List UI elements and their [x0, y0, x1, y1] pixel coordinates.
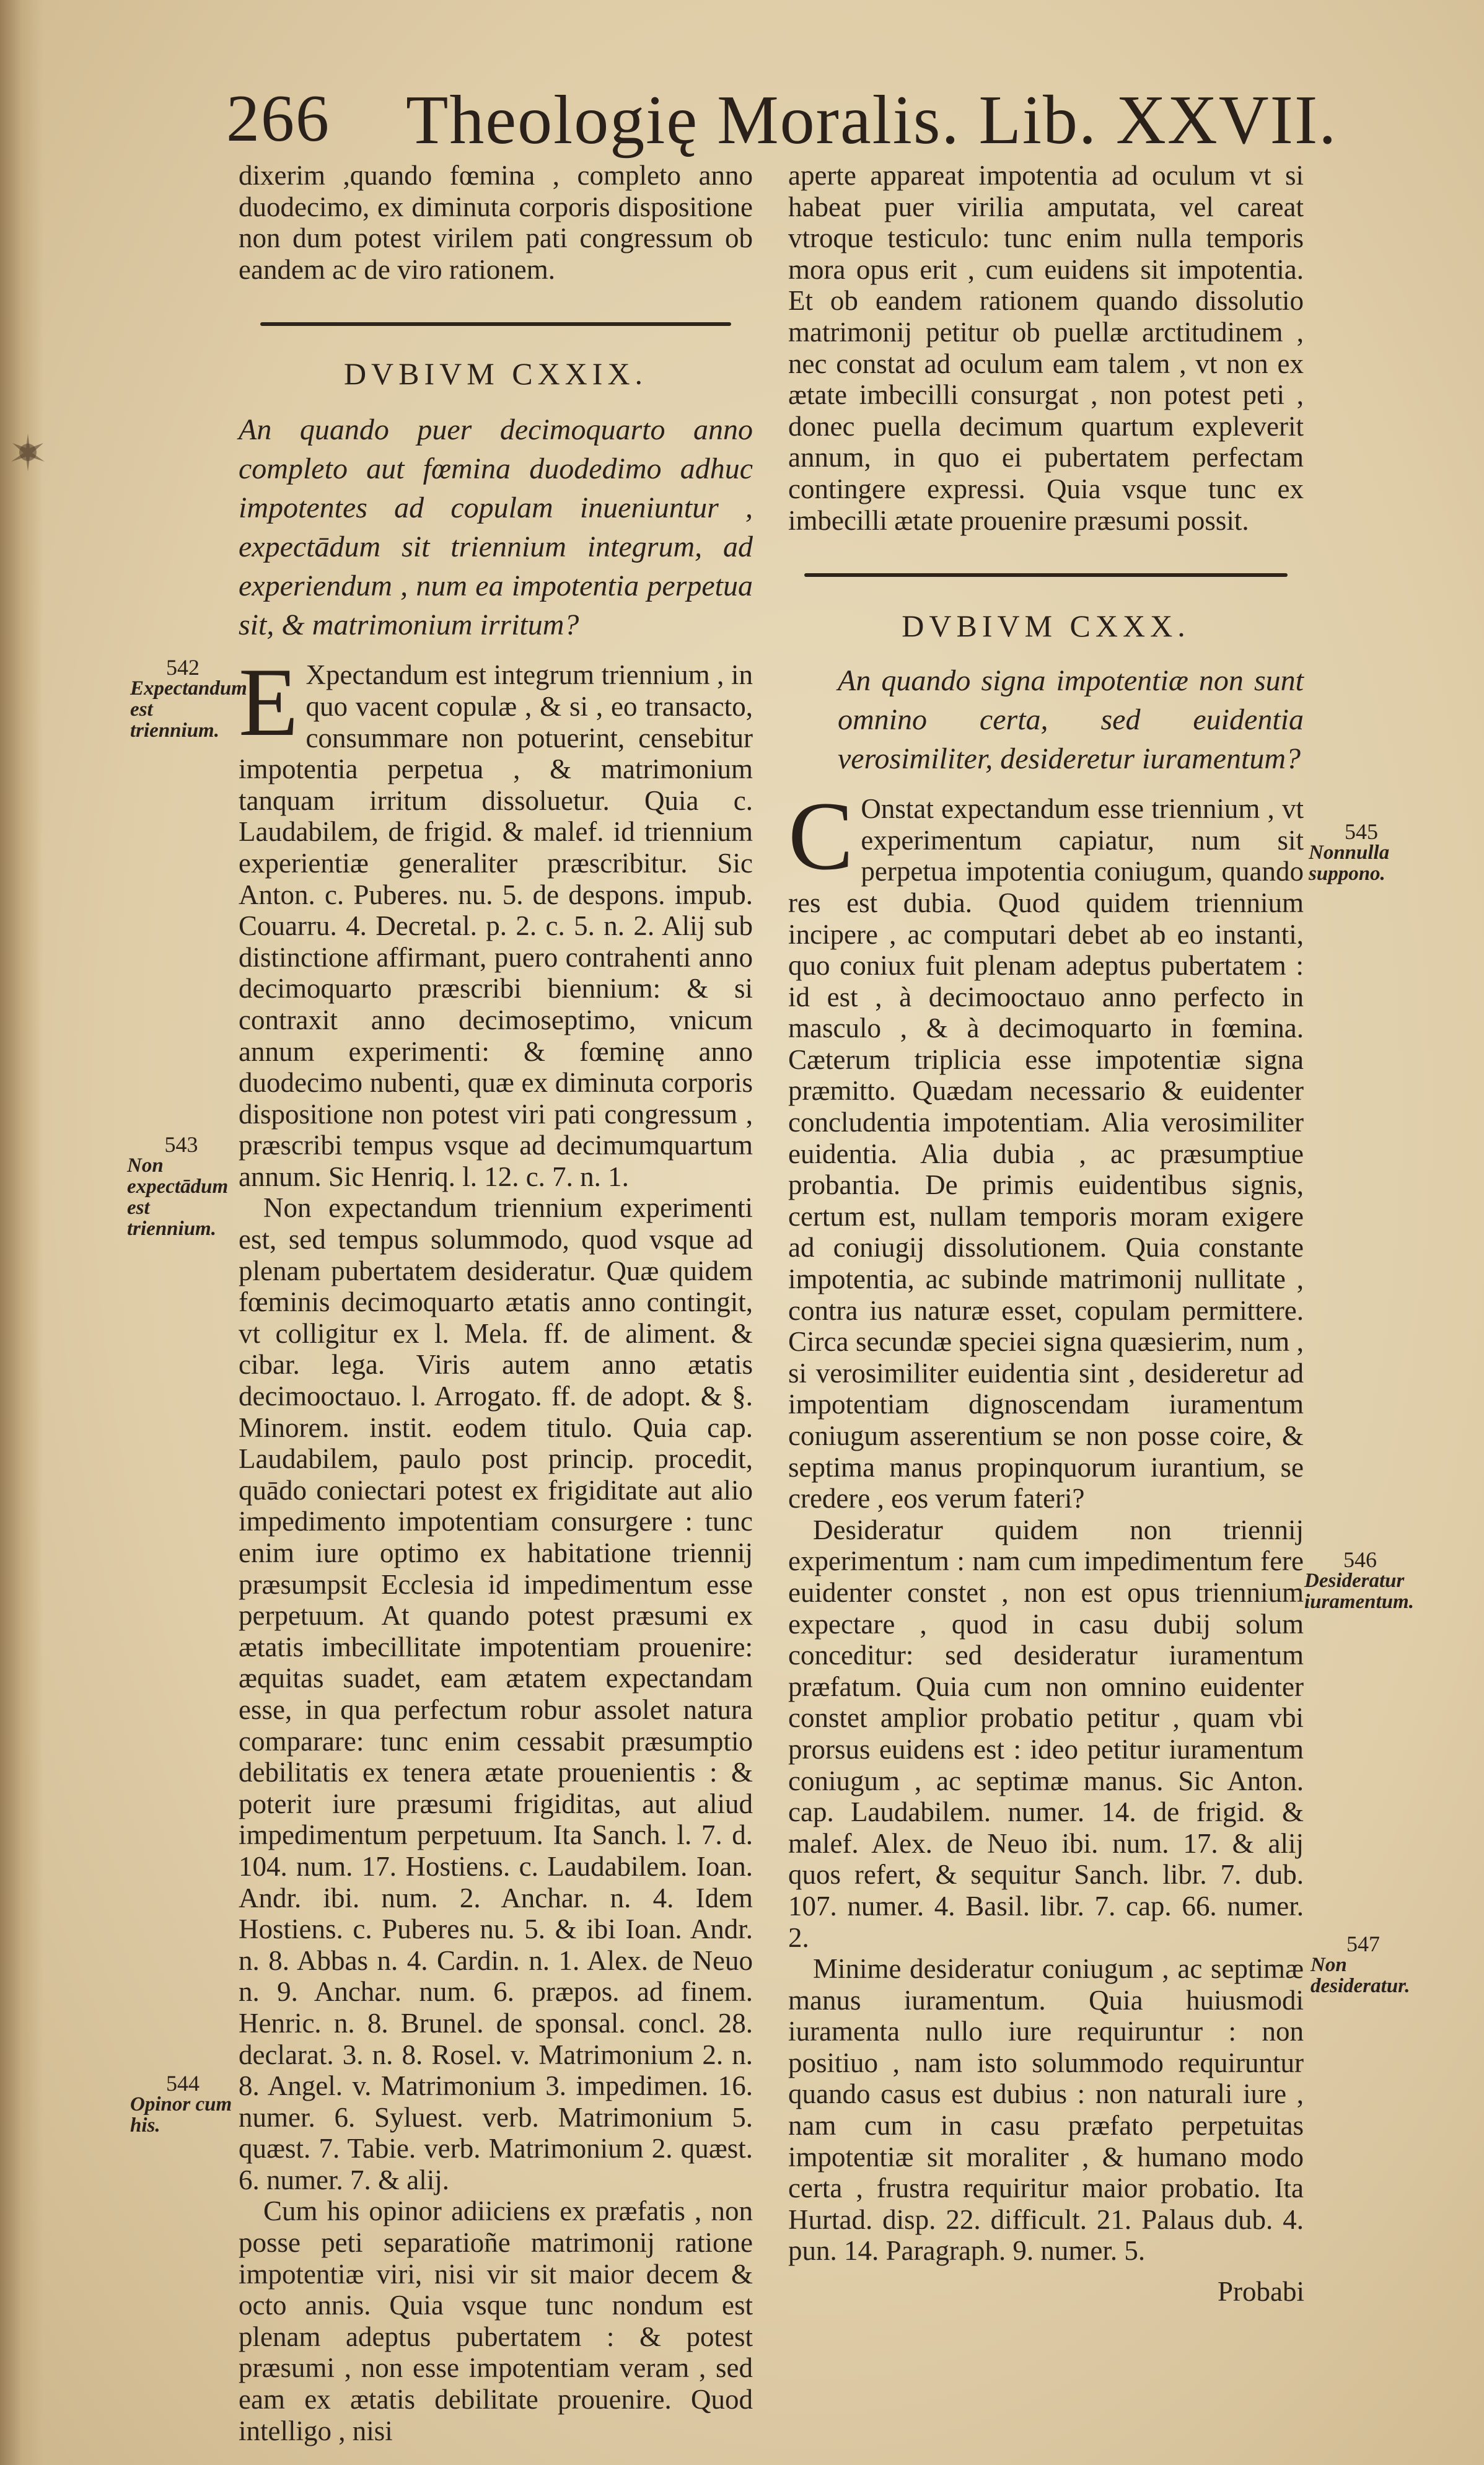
paragraph-546: Desideratur quidem non triennij experimentum : nam cum impedimentum fere euidenter constet , non est opus triennium expectare , quod in casu dubij solum conceditur: sed desideratur iuramentum præfatum. Quia cum non omnino euidenter constet amplior probatio petitur , quam vbi prorsus euidens est : ideo petitur iuramentum coniugum , ac septimæ manus. Sic Anton. cap. Laudabilem. numer. 14. de frigid. & malef. Alex. de Neuo ibi. num. 17. & alij quos refert, & sequitur Sanch. libr. 7. dub. 107. numer. 4. Basil. libr. 7. cap. 66. numer. 2. [788, 1514, 1304, 1953]
margin-note-545: 545 Nonnulla suppono. [1309, 819, 1390, 885]
question-130: An quando signa impotentiæ non sunt omnino certa, sed euidentia verosimiliter, desideretur iuramentum? [838, 664, 1304, 776]
paragraph-545-text: Onstat expectandum esse triennium , vt experimentum capiatur, num sit perpetua impotentia coniugum, quando res est dubia. Quod quidem triennium incipere , ac computari debet ab eo instanti, quo coniux fuit plenam adeptus pubertatem : id est , à decimooctauo anno perfecto in masculo , & à decimoquarto in fœmina. Cæterum triplicia esse impotentiæ signa præmitto. Quædam necessario & euidenter concludentia impotentiam. Alia verosimiliter euidentia. Alia dubia , ac præsumptiue probantia. De primis euidentibus signis, certum est, nullam temporis moram exigere ad coniugij dissolutionem. Quia constante impotentia, ac subinde matrimonij nullitate , contra ius naturæ esset, copulam permittere. Circa secundæ speciei signa quæsierim, num , si verosimiliter euidentia sint , desideretur ad impotentiam dignoscendam iuramentum coniugum asserentium se non posse coire, & septima manus propinquorum iurantium, se credere , eos verum fateri? [788, 793, 1304, 1514]
section-rule [260, 322, 731, 326]
right-intro-text: aperte appareat impotentia ad oculum vt si habeat puer virilia amputata, vel careat vtroque testiculo: tunc enim nulla temporis mora opus erit , cum euidens sit impotentia. Et ob eandem rationem quando dissolutio matrimonij petitur ob puellæ arctitudinem , nec constat ad oculum eam talem , vt non ex ætate imbecilli consurgat , non potest peti , donec puella decimum quartum expleverit annum, in quo ei pubertatem perfectam contingere expressi. Quia vsque tunc ex imbecilli ætate prouenire præsumi possit. [788, 160, 1304, 536]
drop-cap: C [788, 782, 854, 891]
catchword: Probabi [1218, 2276, 1304, 2307]
margin-note-544: 544 Opinor cum his. [130, 2071, 232, 2137]
paragraph-545 [788, 782, 1304, 1514]
page-number: 266 [226, 82, 330, 156]
paragraph-543: Non expectandum triennium experimenti est, sed tempus solummodo, quod vsque ad plenam pubertatem desideratur. Quæ quidem fœminis decimoquarto ætatis anno contingit, vt colligitur ex l. Mela. ff. de aliment. & cibar. lega. Viris autem anno ætatis decimooctauo. l. Arrogato. ff. de adopt. & §. Minorem. instit. eodem titulo. Quia cap. Laudabilem, paulo post princip. procedit, quādo coniectari potest ex frigiditate aut alio impedimento impotentiam consurgere : tunc enim iure optimo ex habitatione triennij præsumpsit Ecclesia id impedimentum esse perpetuum. At quando potest præsumi ex ætatis imbecillitate impotentiam prouenire: æquitas suadet, eam ætatem expectandam esse, in qua perfectum robur assolet natura comparare: tunc enim cessabit præsumptio debilitatis ex tenera ætate prouenientis : & poterit iure præsumi frigiditas, aut aliud impedimentum perpetuum. Ita Sanch. l. 7. d. 104. num. 17. Hostiens. c. Laudabilem. Ioan. Andr. ibi. num. 2. Anchar. n. 4. Idem Hostiens. c. Puberes nu. 5. & ibi Ioan. Andr. n. 8. Abbas n. 4. Cardin. n. 1. Alex. de Neuo n. 9. Anchar. num. 6. præpos. ad finem. Henric. n. 8. Brunel. de sponsal. concl. 28. declarat. 3. n. 8. Rosel. v. Matrimonium 2. n. 8. Angel. v. Matrimonium 3. impedimen. 16. numer. 6. Syluest. verb. Matrimonium 5. quæst. 7. Tabie. verb. Matrimonium 2. quæst. 6. numer. 7. & alij. [239, 1192, 753, 2195]
printers-ornament-icon [6, 431, 50, 474]
question-129: An quando puer decimoquarto anno completo aut fœmina duodedimo adhuc impotentes ad copulam inueniuntur , expectādum sit triennium integrum, ad experiendum , num ea impotentia perpetua sit, & matrimonium irritum? [239, 413, 753, 642]
margin-note-543: 543 Non expectādum est triennium. [127, 1132, 229, 1240]
running-title: Theologię Moralis. Lib. XXVII. [406, 82, 1338, 159]
left-intro-text: dixerim ,quando fœmina , completo anno duodecimo, ex diminuta corporis dispositione non dum potest virilem pati congressum ob eandem ac de viro rationem. [239, 160, 753, 285]
right-column [788, 160, 1304, 2267]
paragraph-542-text: Xpectandum est integrum triennium , in quo vacent copulæ , & si , eo transacto, consummare non potuerint, censebitur impotentia perpetua , & matrimonium tanquam irritum dissoluetur. Quia c. Laudabilem, de frigid. & malef. id triennium experientiæ generaliter præscribitur. Sic Anton. c. Puberes. nu. 5. de despons. impub. Couarru. 4. Decretal. p. 2. c. 5. n. 2. Alij sub distinctione affirmant, puero contrahenti anno decimoquarto præscribi biennium: & si contraxit anno decimoseptimo, vnicum annum experimenti: & fœminę anno duodecimo nubenti, quæ ex diminuta corporis dispositione non potest viri pati congressum , præscribi tempus vsque ad decimumquartum annum. Sic Henriq. l. 12. c. 7. n. 1. [239, 659, 753, 1192]
dubium-heading-129: DVBIVM CXXIX. [343, 356, 648, 392]
section-rule [804, 573, 1288, 577]
margin-note-542: 542 Expectandum est triennium. [130, 655, 247, 742]
drop-cap: E [239, 648, 299, 757]
dubium-heading-130: DVBIVM CXXX. [902, 609, 1190, 644]
margin-note-547: 547 Non desideratur. [1311, 1931, 1410, 1997]
page-header [226, 74, 1338, 159]
paragraph-542 [239, 648, 753, 1192]
paragraph-544: Cum his opinor adiiciens ex præfatis , non posse peti separatioñe matrimonij ratione impotentiæ viri, nisi vir sit maior decem & octo annis. Quia vsque tunc nondum est plenam adeptus pubertatem : & potest præsumi , non esse impotentiam veram , sed eam ex ætatis debilitate prouenire. Quod intelligo , nisi [239, 2195, 753, 2446]
page-edge-shadow [0, 0, 43, 2465]
left-column [239, 160, 753, 2446]
margin-note-546: 546 Desideratur iuramentum. [1304, 1547, 1414, 1613]
paragraph-547: Minime desideratur coniugum , ac septimæ manus iuramentum. Quia huiusmodi iuramenta nullo iure requiruntur : non positiuo , nam isto solummodo requiruntur quando casus est dubius : non naturali iure , nam cum in casu præfato perpetuitas impotentiæ sit moraliter , & humano modo certa , frustra requiritur maior probatio. Ita Hurtad. disp. 22. difficult. 21. Palaus dub. 4. pun. 14. Paragraph. 9. numer. 5. [788, 1953, 1304, 2267]
